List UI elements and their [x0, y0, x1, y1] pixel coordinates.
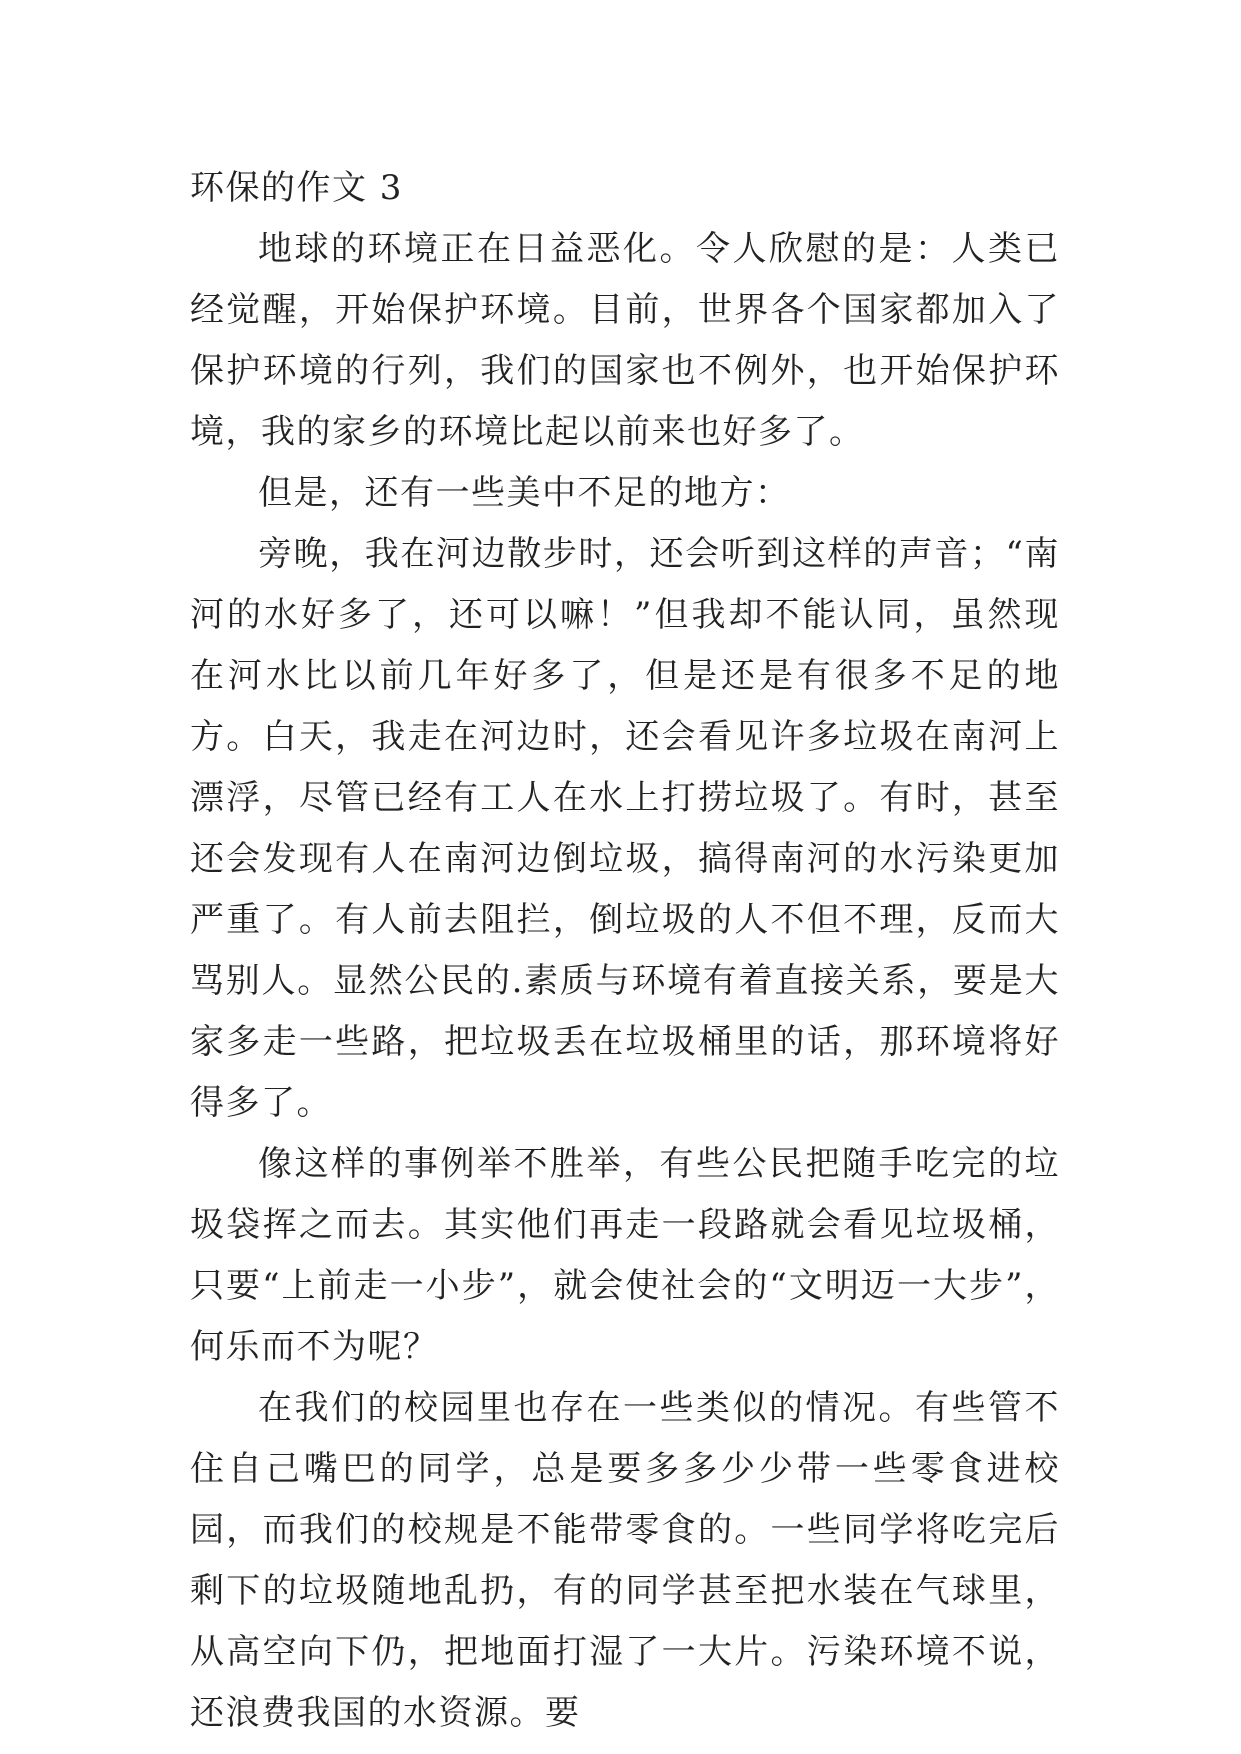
document-body	[190, 158, 1060, 1744]
paragraph-4: 像这样的事例举不胜举，有些公民把随手吃完的垃圾袋挥之而去。其实他们再走一段路就会看见垃圾桶，只要“上前走一小步”，就会使社会的“文明迈一大步”，何乐而不为呢？	[190, 1144, 1060, 1367]
paragraph-1: 地球的环境正在日益恶化。令人欣慰的是：人类已经觉醒，开始保护环境。目前，世界各个国家都加入了保护环境的行列，我们的国家也不例外，也开始保护环境，我的家乡的环境比起以前来也好多了。	[190, 229, 1060, 452]
essay-title: 环保的作文 3	[190, 168, 403, 208]
paragraph-5: 在我们的校园里也存在一些类似的情况。有些管不住自己嘴巴的同学，总是要多多少少带一些零食进校园，而我们的校规是不能带零食的。一些同学将吃完后剩下的垃圾随地乱扔，有的同学甚至把水装在气球里，从高空向下仍，把地面打湿了一大片。污染环境不说，还浪费我国的水资源。要	[190, 1388, 1060, 1733]
paragraph-3: 旁晚，我在河边散步时，还会听到这样的声音；“南河的水好多了，还可以嘛！”但我却不能认同，虽然现在河水比以前几年好多了，但是还是有很多不足的地方。白天，我走在河边时，还会看见许多垃圾在南河上漂浮，尽管已经有工人在水上打捞垃圾了。有时，甚至还会发现有人在南河边倒垃圾，搞得南河的水污染更加严重了。有人前去阻拦，倒垃圾的人不但不理，反而大骂别人。显然公民的.素质与环境有着直接关系，要是大家多走一些路，把垃圾丢在垃圾桶里的话，那环境将好得多了。	[190, 534, 1060, 1123]
paragraph-2: 但是，还有一些美中不足的地方：	[258, 473, 791, 513]
